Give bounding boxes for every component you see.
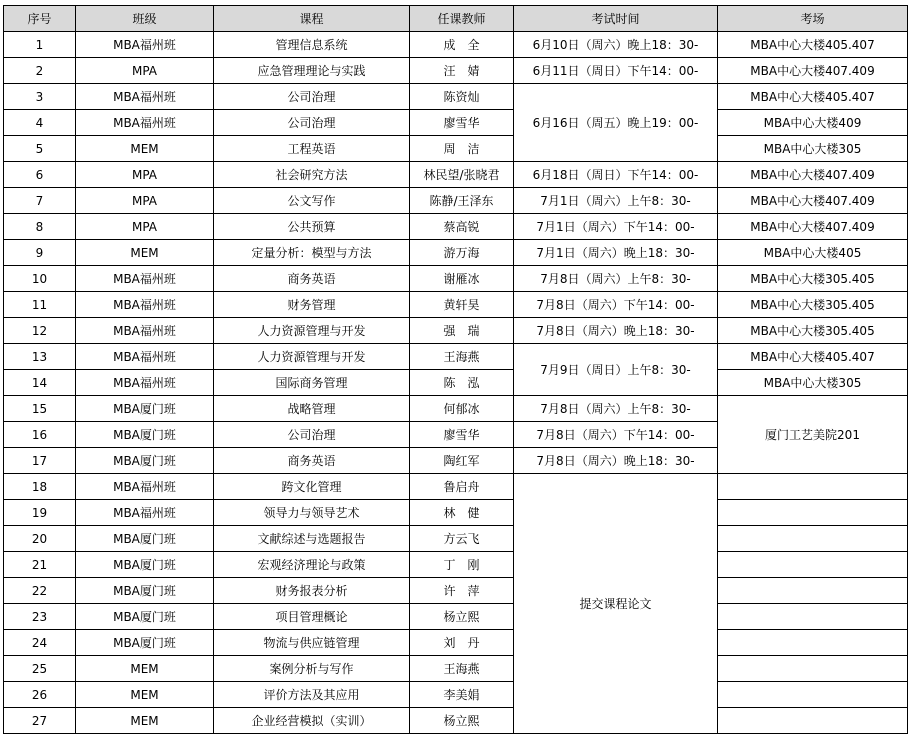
cell-exam-room-empty	[718, 552, 908, 578]
cell-course: 财务报表分析	[214, 578, 410, 604]
cell-teacher: 丁 刚	[410, 552, 514, 578]
cell-course: 宏观经济理论与政策	[214, 552, 410, 578]
cell-class: MEM	[76, 708, 214, 734]
cell-no: 9	[4, 240, 76, 266]
cell-teacher: 廖雪华	[410, 110, 514, 136]
cell-exam-room: MBA中心大楼305	[718, 370, 908, 396]
cell-class: MBA福州班	[76, 292, 214, 318]
cell-exam-time: 6月16日（周五）晚上19：00-	[514, 84, 718, 162]
cell-exam-room: 厦门工艺美院201	[718, 396, 908, 474]
cell-teacher: 周 洁	[410, 136, 514, 162]
cell-course: 企业经营模拟（实训）	[214, 708, 410, 734]
cell-class: MEM	[76, 136, 214, 162]
table-row	[4, 552, 908, 578]
cell-course: 案例分析与写作	[214, 656, 410, 682]
cell-exam-time: 7月9日（周日）上午8：30-	[514, 344, 718, 396]
exam-schedule-table	[3, 5, 908, 734]
table-row	[4, 292, 908, 318]
cell-teacher: 何郁冰	[410, 396, 514, 422]
cell-course: 公共预算	[214, 214, 410, 240]
cell-no: 2	[4, 58, 76, 84]
cell-teacher: 廖雪华	[410, 422, 514, 448]
cell-class: MBA厦门班	[76, 604, 214, 630]
cell-no: 3	[4, 84, 76, 110]
cell-teacher: 许 萍	[410, 578, 514, 604]
cell-no: 1	[4, 32, 76, 58]
cell-course: 战略管理	[214, 396, 410, 422]
cell-class: MPA	[76, 162, 214, 188]
cell-exam-time: 7月8日（周六）下午14：00-	[514, 292, 718, 318]
cell-exam-room: MBA中心大楼407.409	[718, 162, 908, 188]
table-row	[4, 188, 908, 214]
table-row	[4, 214, 908, 240]
table-row	[4, 682, 908, 708]
cell-exam-room: MBA中心大楼305.405	[718, 318, 908, 344]
cell-exam-room-empty	[718, 578, 908, 604]
cell-exam-room-empty	[718, 682, 908, 708]
cell-no: 14	[4, 370, 76, 396]
cell-no: 12	[4, 318, 76, 344]
cell-exam-time: 6月18日（周日）下午14：00-	[514, 162, 718, 188]
header-exam-room: 考场	[718, 6, 908, 32]
table-row	[4, 240, 908, 266]
cell-class: MBA福州班	[76, 344, 214, 370]
cell-no: 4	[4, 110, 76, 136]
cell-class: MEM	[76, 682, 214, 708]
cell-exam-room: MBA中心大楼305.405	[718, 266, 908, 292]
cell-course: 定量分析：模型与方法	[214, 240, 410, 266]
cell-exam-room-empty	[718, 656, 908, 682]
header-teacher: 任课教师	[410, 6, 514, 32]
table-row	[4, 474, 908, 500]
cell-course: 跨文化管理	[214, 474, 410, 500]
table-row	[4, 136, 908, 162]
cell-class: MBA厦门班	[76, 448, 214, 474]
cell-teacher: 陶红军	[410, 448, 514, 474]
header-row	[4, 6, 908, 32]
cell-exam-room: MBA中心大楼305	[718, 136, 908, 162]
cell-exam-room: MBA中心大楼405.407	[718, 84, 908, 110]
cell-class: MEM	[76, 656, 214, 682]
cell-class: MBA厦门班	[76, 396, 214, 422]
cell-course: 国际商务管理	[214, 370, 410, 396]
cell-class: MBA厦门班	[76, 630, 214, 656]
cell-teacher: 汪 婧	[410, 58, 514, 84]
cell-teacher: 黄轩昊	[410, 292, 514, 318]
cell-no: 21	[4, 552, 76, 578]
cell-course: 物流与供应链管理	[214, 630, 410, 656]
cell-course: 工程英语	[214, 136, 410, 162]
cell-exam-time: 7月1日（周六）晚上18：30-	[514, 240, 718, 266]
cell-teacher: 陈静/王泽东	[410, 188, 514, 214]
cell-no: 7	[4, 188, 76, 214]
cell-exam-room: MBA中心大楼409	[718, 110, 908, 136]
cell-exam-time: 提交课程论文	[514, 474, 718, 734]
table-row	[4, 604, 908, 630]
cell-no: 18	[4, 474, 76, 500]
cell-no: 20	[4, 526, 76, 552]
cell-exam-time: 6月10日（周六）晚上18：30-	[514, 32, 718, 58]
cell-no: 16	[4, 422, 76, 448]
cell-no: 8	[4, 214, 76, 240]
cell-course: 商务英语	[214, 448, 410, 474]
cell-class: MEM	[76, 240, 214, 266]
header-course: 课程	[214, 6, 410, 32]
cell-exam-time: 7月1日（周六）下午14：00-	[514, 214, 718, 240]
cell-exam-room-empty	[718, 526, 908, 552]
cell-exam-room-empty	[718, 708, 908, 734]
header-class: 班级	[76, 6, 214, 32]
table-row	[4, 162, 908, 188]
cell-course: 管理信息系统	[214, 32, 410, 58]
cell-class: MBA福州班	[76, 370, 214, 396]
cell-teacher: 林 健	[410, 500, 514, 526]
cell-class: MBA福州班	[76, 84, 214, 110]
cell-class: MBA厦门班	[76, 526, 214, 552]
cell-teacher: 王海燕	[410, 344, 514, 370]
cell-no: 25	[4, 656, 76, 682]
cell-exam-time: 7月8日（周六）晚上18：30-	[514, 318, 718, 344]
cell-class: MBA福州班	[76, 32, 214, 58]
cell-teacher: 谢雁冰	[410, 266, 514, 292]
table-row	[4, 500, 908, 526]
cell-course: 人力资源管理与开发	[214, 344, 410, 370]
cell-no: 10	[4, 266, 76, 292]
cell-course: 项目管理概论	[214, 604, 410, 630]
cell-no: 24	[4, 630, 76, 656]
cell-course: 公司治理	[214, 422, 410, 448]
cell-teacher: 强 瑞	[410, 318, 514, 344]
cell-course: 商务英语	[214, 266, 410, 292]
cell-class: MBA福州班	[76, 110, 214, 136]
cell-no: 26	[4, 682, 76, 708]
cell-teacher: 杨立熙	[410, 708, 514, 734]
table-row	[4, 266, 908, 292]
cell-exam-room-empty	[718, 630, 908, 656]
cell-no: 23	[4, 604, 76, 630]
cell-teacher: 鲁启舟	[410, 474, 514, 500]
cell-course: 公司治理	[214, 84, 410, 110]
header-exam-time: 考试时间	[514, 6, 718, 32]
table-row	[4, 318, 908, 344]
cell-teacher: 方云飞	[410, 526, 514, 552]
cell-course: 财务管理	[214, 292, 410, 318]
cell-class: MBA福州班	[76, 500, 214, 526]
table-row	[4, 344, 908, 370]
cell-class: MBA厦门班	[76, 552, 214, 578]
table-row	[4, 578, 908, 604]
cell-class: MBA厦门班	[76, 578, 214, 604]
cell-no: 17	[4, 448, 76, 474]
table-row	[4, 708, 908, 734]
cell-exam-room: MBA中心大楼305.405	[718, 292, 908, 318]
cell-teacher: 林民望/张晓君	[410, 162, 514, 188]
table-row	[4, 396, 908, 422]
cell-teacher: 王海燕	[410, 656, 514, 682]
cell-no: 19	[4, 500, 76, 526]
cell-class: MPA	[76, 58, 214, 84]
cell-course: 领导力与领导艺术	[214, 500, 410, 526]
cell-exam-room: MBA中心大楼405.407	[718, 344, 908, 370]
cell-course: 人力资源管理与开发	[214, 318, 410, 344]
cell-exam-time: 7月8日（周六）下午14：00-	[514, 422, 718, 448]
cell-exam-time: 7月8日（周六）上午8：30-	[514, 396, 718, 422]
cell-class: MBA福州班	[76, 266, 214, 292]
cell-no: 6	[4, 162, 76, 188]
cell-exam-room: MBA中心大楼407.409	[718, 188, 908, 214]
cell-no: 27	[4, 708, 76, 734]
table-body	[4, 32, 908, 734]
cell-teacher: 蔡高锐	[410, 214, 514, 240]
table-row	[4, 84, 908, 110]
cell-class: MBA厦门班	[76, 422, 214, 448]
table-row	[4, 656, 908, 682]
cell-course: 社会研究方法	[214, 162, 410, 188]
cell-course: 应急管理理论与实践	[214, 58, 410, 84]
table-row	[4, 32, 908, 58]
cell-teacher: 陈 泓	[410, 370, 514, 396]
table-row	[4, 370, 908, 396]
cell-class: MPA	[76, 214, 214, 240]
cell-exam-room-empty	[718, 604, 908, 630]
cell-teacher: 李美娟	[410, 682, 514, 708]
cell-no: 15	[4, 396, 76, 422]
cell-course: 文献综述与选题报告	[214, 526, 410, 552]
cell-exam-time: 7月8日（周六）晚上18：30-	[514, 448, 718, 474]
cell-teacher: 刘 丹	[410, 630, 514, 656]
cell-no: 22	[4, 578, 76, 604]
table-row	[4, 58, 908, 84]
cell-exam-room: MBA中心大楼405	[718, 240, 908, 266]
cell-no: 11	[4, 292, 76, 318]
cell-exam-time: 7月1日（周六）上午8：30-	[514, 188, 718, 214]
cell-exam-time: 7月8日（周六）上午8：30-	[514, 266, 718, 292]
cell-exam-room: MBA中心大楼407.409	[718, 214, 908, 240]
table-row	[4, 630, 908, 656]
cell-course: 公文写作	[214, 188, 410, 214]
header-no: 序号	[4, 6, 76, 32]
cell-exam-time: 6月11日（周日）下午14：00-	[514, 58, 718, 84]
cell-no: 13	[4, 344, 76, 370]
cell-class: MPA	[76, 188, 214, 214]
cell-exam-room: MBA中心大楼405.407	[718, 32, 908, 58]
cell-teacher: 成 全	[410, 32, 514, 58]
table-row	[4, 526, 908, 552]
cell-exam-room-empty	[718, 474, 908, 500]
cell-teacher: 游万海	[410, 240, 514, 266]
cell-exam-room-empty	[718, 500, 908, 526]
cell-teacher: 杨立熙	[410, 604, 514, 630]
cell-course: 评价方法及其应用	[214, 682, 410, 708]
cell-class: MBA福州班	[76, 474, 214, 500]
cell-class: MBA福州班	[76, 318, 214, 344]
cell-teacher: 陈资灿	[410, 84, 514, 110]
cell-course: 公司治理	[214, 110, 410, 136]
cell-exam-room: MBA中心大楼407.409	[718, 58, 908, 84]
cell-no: 5	[4, 136, 76, 162]
table-row	[4, 110, 908, 136]
